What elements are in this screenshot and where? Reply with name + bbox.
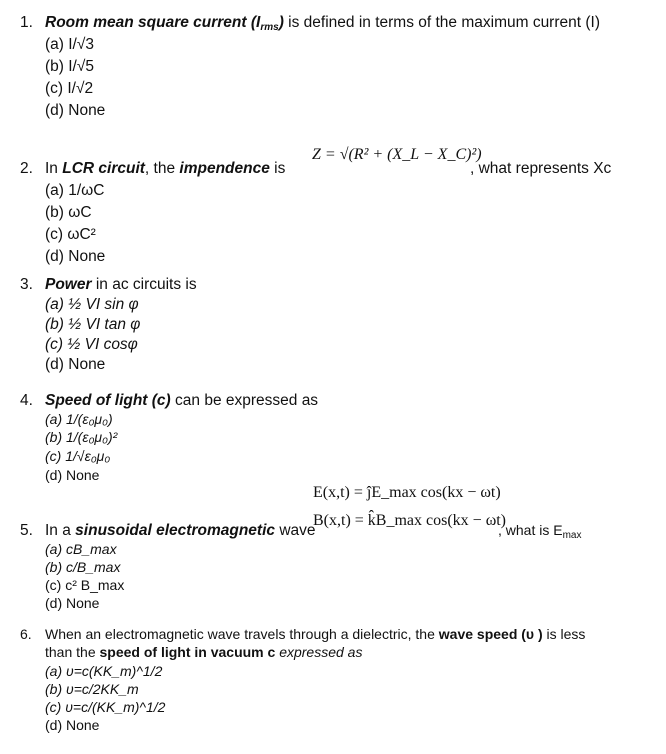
stem-bold: Speed of light (c) bbox=[45, 392, 171, 409]
line2-pre: than the bbox=[45, 644, 100, 660]
stem-bold-end: ) bbox=[278, 14, 284, 31]
option-a: (a) υ=c(KK_m)^1/2 bbox=[45, 663, 163, 679]
option-d: (d) None bbox=[45, 248, 106, 265]
question-stem-line-1 bbox=[45, 626, 585, 642]
option-c: (c) c² B_max bbox=[45, 577, 125, 593]
option-c: (c) I/√2 bbox=[45, 80, 94, 97]
stem-post: is bbox=[269, 160, 286, 177]
question-stem bbox=[45, 14, 600, 33]
line1-post: is less bbox=[542, 626, 586, 642]
stem-mid: , the bbox=[144, 160, 180, 177]
question-number: 3. bbox=[20, 276, 33, 293]
stem-bold: sinusoidal electromagnetic bbox=[75, 522, 276, 539]
stem-post: wave bbox=[275, 522, 316, 539]
option-b: (b) 1/(ε₀μ₀)² bbox=[45, 429, 118, 445]
option-c: (c) ωC² bbox=[45, 226, 96, 243]
stem-text: is defined in terms of the maximum current (I) bbox=[283, 14, 600, 31]
magnetic-field-formula: B(x,t) = k̂B_max cos(kx − ωt) bbox=[313, 512, 506, 529]
stem-pre: In bbox=[45, 160, 63, 177]
question-stem bbox=[45, 522, 316, 540]
option-d: (d) None bbox=[45, 595, 100, 611]
option-a: (a) I/√3 bbox=[45, 36, 94, 53]
option-c: (c) 1/√ε₀μ₀ bbox=[45, 448, 111, 464]
question-number: 6. bbox=[20, 626, 32, 642]
line1-bold: wave speed (υ ) bbox=[438, 626, 543, 642]
stem-text: can be expressed as bbox=[170, 392, 319, 409]
impedance-formula: Z = √(R² + (X_L − X_C)²) bbox=[312, 146, 482, 163]
stem-bold-sub: rms bbox=[260, 22, 279, 33]
option-a: (a) 1/ωC bbox=[45, 182, 105, 199]
option-c: (c) υ=c/(KK_m)^1/2 bbox=[45, 699, 166, 715]
option-b: (b) I/√5 bbox=[45, 58, 94, 75]
option-a: (a) cB_max bbox=[45, 541, 117, 557]
option-a: (a) 1/(ε₀μ₀) bbox=[45, 411, 113, 427]
stem-tail-sub: max bbox=[562, 530, 582, 541]
option-b: (b) c/B_max bbox=[45, 559, 121, 575]
stem-tail: , what represents Xc bbox=[470, 160, 612, 177]
stem-bold-2: impendence bbox=[179, 160, 270, 177]
line2-bold: speed of light in vacuum c bbox=[99, 644, 276, 660]
line1-pre: When an electromagnetic wave travels through a dielectric, the bbox=[45, 626, 439, 642]
question-stem bbox=[45, 392, 318, 410]
question-stem-line-2 bbox=[45, 644, 362, 660]
option-b: (b) ωC bbox=[45, 204, 92, 221]
option-d: (d) None bbox=[45, 102, 106, 119]
electric-field-formula: E(x,t) = ĵE_max cos(kx − ωt) bbox=[313, 484, 501, 501]
stem-text: in ac circuits is bbox=[91, 276, 197, 293]
question-number: 1. bbox=[20, 14, 33, 31]
option-c: (c) ½ VI cosφ bbox=[45, 336, 138, 353]
stem-tail-text: , what is E bbox=[498, 522, 563, 538]
stem-bold: Room mean square current (I bbox=[45, 14, 261, 31]
option-b: (b) ½ VI tan φ bbox=[45, 316, 141, 333]
option-d: (d) None bbox=[45, 356, 106, 373]
question-number: 5. bbox=[20, 522, 33, 539]
stem-bold: LCR circuit bbox=[62, 160, 145, 177]
option-b: (b) υ=c/2KK_m bbox=[45, 681, 139, 697]
line2-post: expressed as bbox=[275, 644, 363, 660]
stem-tail bbox=[498, 522, 582, 541]
option-d: (d) None bbox=[45, 717, 100, 733]
option-a: (a) ½ VI sin φ bbox=[45, 296, 139, 313]
stem-bold: Power bbox=[45, 276, 92, 293]
stem-pre: In a bbox=[45, 522, 76, 539]
question-number: 2. bbox=[20, 160, 33, 177]
question-stem bbox=[45, 160, 285, 178]
question-stem bbox=[45, 276, 197, 294]
question-number: 4. bbox=[20, 392, 33, 409]
option-d: (d) None bbox=[45, 467, 100, 483]
